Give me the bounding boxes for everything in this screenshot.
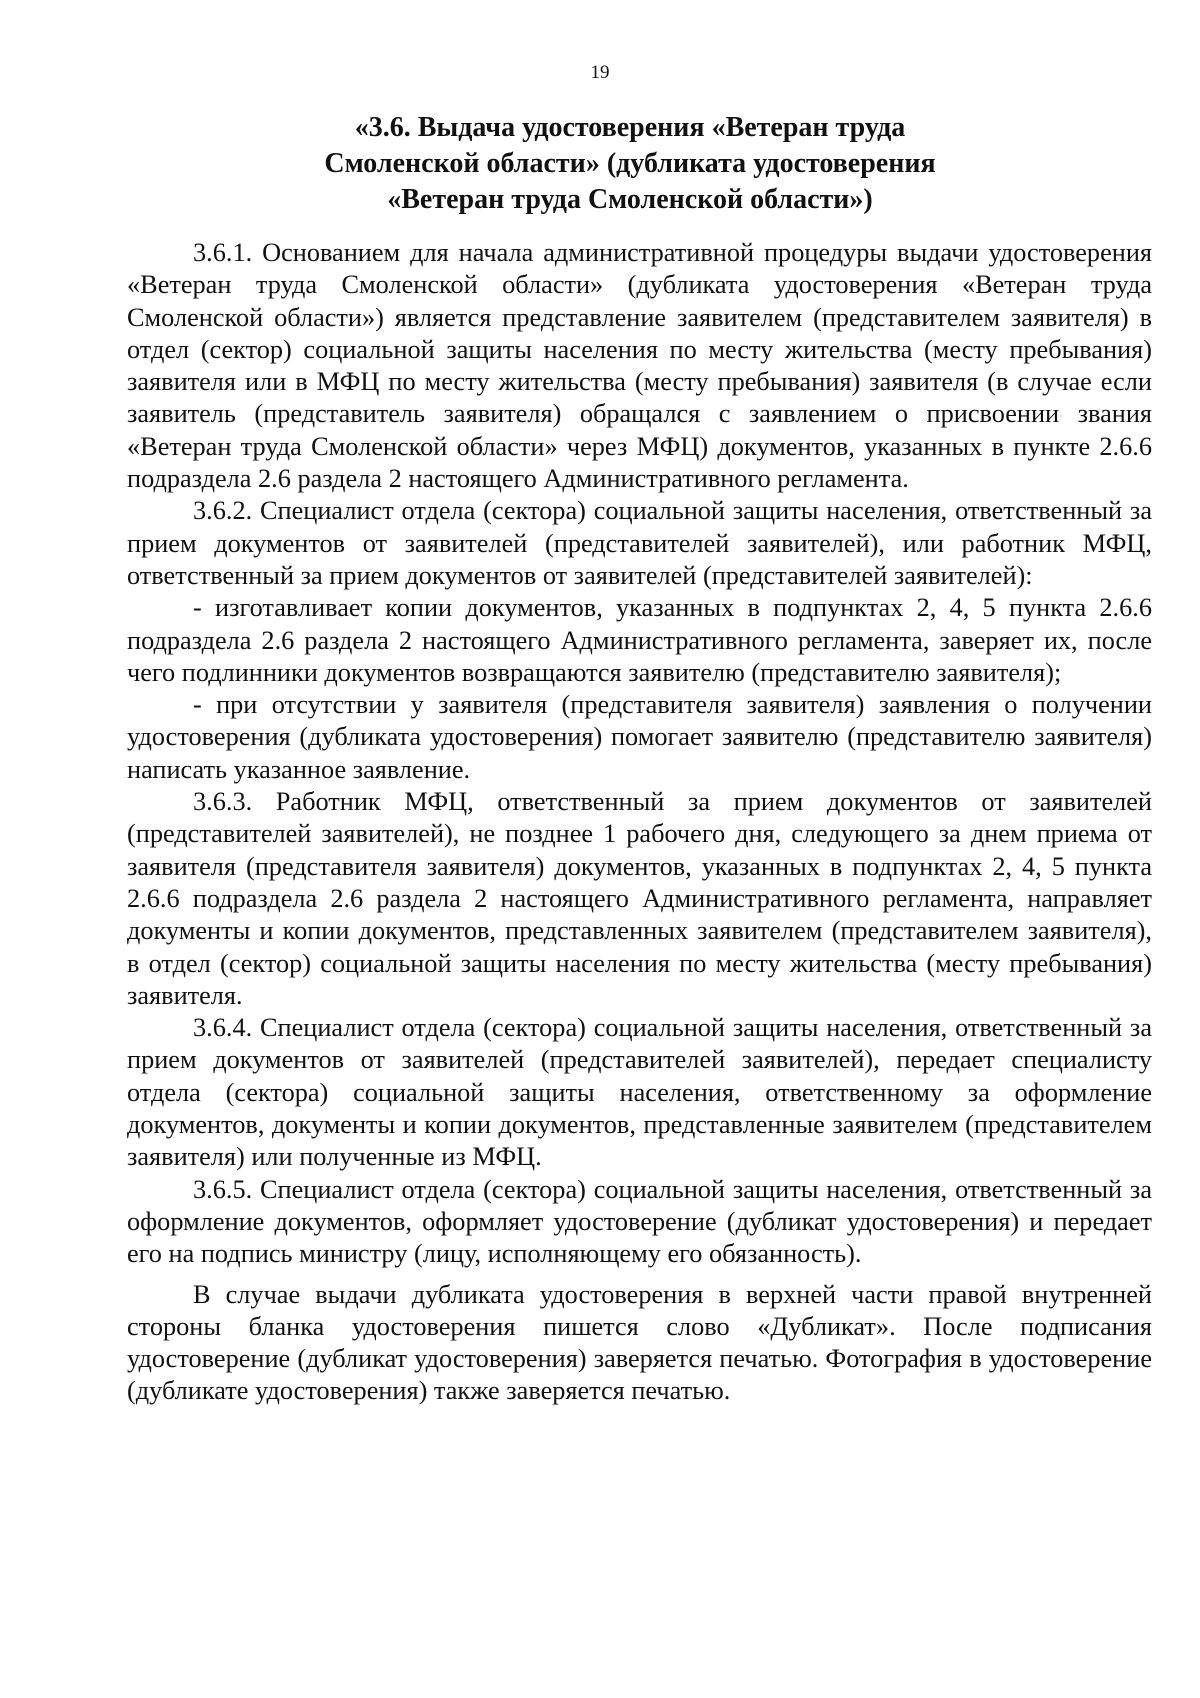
paragraph-3-6-4: 3.6.4. Специалист отдела (сектора) социальной защиты населения, ответственный за прием документов от заявителей (представителей заявителей), передает специалисту отдела (сектора) социальной защиты населения, ответственному за оформление документов, документы и копии документов, представленные заявителем (представителем заявителя) или полученные из МФЦ. <box>127 1013 1152 1172</box>
document-body <box>127 237 1152 1408</box>
heading-line: Смоленской области» (дубликата удостоверения <box>324 148 936 179</box>
list-item-copies: - изготавливает копии документов, указанных в подпунктах 2, 4, 5 пункта 2.6.6 подраздела 2.6 раздела 2 настоящего Административного регламента, заверяет их, после чего подлинники документов возвращаются заявителю (представителю заявителя); <box>127 593 1152 687</box>
list-item-application: - при отсутствии у заявителя (представителя заявителя) заявления о получении удостоверения (дубликата удостоверения) помогает заявителю (представителю заявителя) написать указанное заявление. <box>127 690 1152 784</box>
section-heading <box>300 110 960 218</box>
page-number: 19 <box>590 62 610 83</box>
paragraph-3-6-2: 3.6.2. Специалист отдела (сектора) социальной защиты населения, ответственный за прием документов от заявителей (представителей заявителей), или работник МФЦ, ответственный за прием документов от заявителей (представителей заявителей): <box>127 496 1152 590</box>
paragraph-3-6-5: 3.6.5. Специалист отдела (сектора) социальной защиты населения, ответственный за оформление документов, оформляет удостоверение (дубликат удостоверения) и передает его на подпись министру (лицу, исполняющему его обязанность). <box>127 1174 1152 1269</box>
paragraph-3-6-1: 3.6.1. Основанием для начала административной процедуры выдачи удостоверения «Ветеран труда Смоленской области» (дубликата удостоверения «Ветеран труда Смоленской области») является представление заявителем (представителем заявителя) в отдел (сектор) социальной защиты населения по месту жительства (месту пребывания) заявителя или в МФЦ по месту жительства (месту пребывания) заявителя (в случае если заявитель (представитель заявителя) обращался с заявлением о присвоении звания «Ветеран труда Смоленской области» через МФЦ) документов, указанных в пункте 2.6.6 подраздела 2.6 раздела 2 настоящего Административного регламента. <box>127 238 1152 494</box>
paragraph-duplicate-note: В случае выдачи дубликата удостоверения в верхней части правой внутренней стороны бланка удостоверения пишется слово «Дубликат». После подписания удостоверение (дубликат удостоверения) заверяется печатью. Фотография в удостоверение (дубликате удостоверения) также заверяется печатью. <box>127 1279 1152 1406</box>
heading-line: «Ветеран труда Смоленской области») <box>387 184 873 215</box>
paragraph-3-6-3: 3.6.3. Работник МФЦ, ответственный за прием документов от заявителей (представителей заявителей), не позднее 1 рабочего дня, следующего за днем приема от заявителя (представителя заявителя) документов, указанных в подпунктах 2, 4, 5 пункта 2.6.6 подраздела 2.6 раздела 2 настоящего Административного регламента, направляет документы и копии документов, представленных заявителем (представителем заявителя), в отдел (сектор) социальной защиты населения по месту жительства (месту пребывания) заявителя. <box>127 787 1152 1010</box>
heading-line: «3.6. Выдача удостоверения «Ветеран труда <box>354 112 906 143</box>
